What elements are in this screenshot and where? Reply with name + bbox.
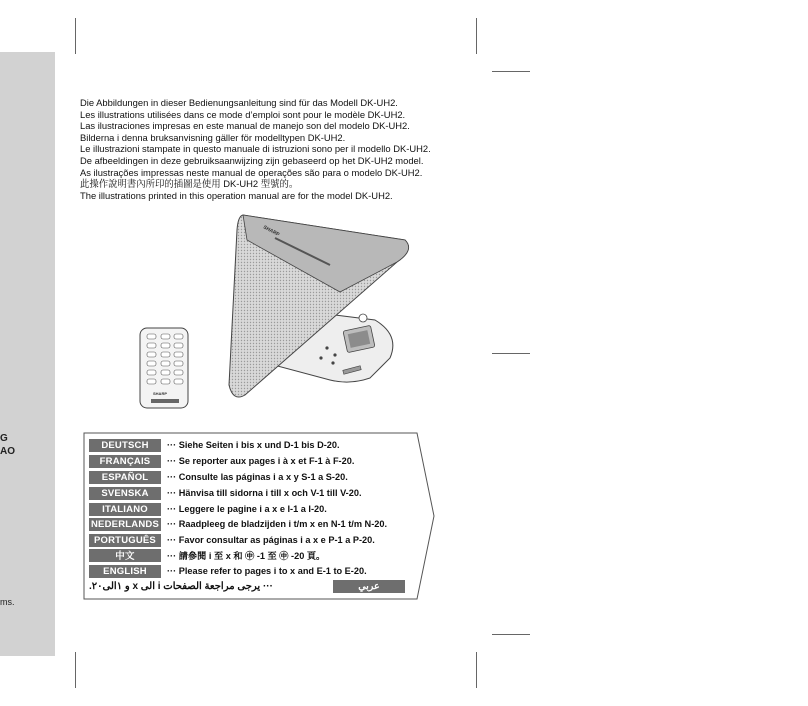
language-badge: 中文 <box>89 549 161 562</box>
language-instruction: ··· Favor consultar as páginas i a x e P-1 a P-20. <box>167 535 375 545</box>
intro-line-pt: As ilustrações impressas neste manual de operações são para o modelo DK-UH2. <box>80 166 423 178</box>
intro-line-en: The illustrations printed in this operation manual are for the model DK-UH2. <box>80 189 393 201</box>
language-instruction: ··· 請參閱 i 至 x 和 ㊥ -1 至 ㊥ -20 頁。 <box>167 551 326 561</box>
language-instruction: ··· Siehe Seiten i bis x und D-1 bis D-20. <box>167 440 340 450</box>
product-illustration <box>135 210 425 420</box>
language-row <box>89 454 354 468</box>
crop-mark <box>492 634 530 635</box>
crop-mark <box>476 18 477 54</box>
language-instruction: ··· Please refer to pages i to x and E-1 to E-20. <box>167 566 367 576</box>
intro-line-it: Le illustrazioni stampate in questo manuale di istruzioni sono per il modello DK-UH2. <box>80 143 431 155</box>
language-badge-arabic: عربي <box>333 580 405 593</box>
language-badge: ENGLISH <box>89 565 161 578</box>
language-badge: PORTUGUÊS <box>89 534 161 547</box>
language-reference-box <box>83 432 435 600</box>
language-badge: ITALIANO <box>89 503 161 516</box>
language-badge: DEUTSCH <box>89 439 161 452</box>
language-instruction: ··· Hänvisa till sidorna i till x och V-1 till V-20. <box>167 488 362 498</box>
language-instruction: ··· Se reporter aux pages i à x et F-1 à F-20. <box>167 456 355 466</box>
intro-line-nl: De afbeeldingen in deze gebruiksaanwijzing zijn gebaseerd op het DK-UH2 model. <box>80 154 424 166</box>
language-badge: FRANÇAIS <box>89 455 161 468</box>
language-instruction: ··· Consulte las páginas i a x y S-1 a S-20. <box>167 472 348 482</box>
strip-letter-1: G <box>0 433 8 444</box>
language-row <box>89 548 325 562</box>
intro-line-es: Las ilustraciones impresas en este manual de manejo son del modelo DK-UH2. <box>80 120 410 132</box>
intro-line-zh: 此操作說明書內所印的插圖是使用 DK-UH2 型號的。 <box>80 178 299 190</box>
crop-mark <box>492 353 530 354</box>
intro-line-de: Die Abbildungen in dieser Bedienungsanleitung sind für das Modell DK-UH2. <box>80 97 398 108</box>
crop-mark <box>75 652 76 688</box>
speaker-brand-logo: SHARP <box>262 224 281 238</box>
language-badge: ESPAÑOL <box>89 471 161 484</box>
language-row-arabic <box>89 579 405 593</box>
intro-text <box>80 97 480 201</box>
facing-page-strip <box>0 52 55 656</box>
language-row <box>89 470 348 484</box>
remote-brand-logo: SHARP <box>153 391 168 396</box>
speaker-and-remote-illustration <box>135 210 425 420</box>
language-badge: SVENSKA <box>89 487 161 500</box>
language-row <box>89 517 387 531</box>
crop-mark <box>492 71 530 72</box>
language-instruction-arabic: ··· يرجى مراجعة الصفحات i الى x و ١الى٢٠. <box>89 580 273 592</box>
intro-line-fr: Les illustrations utilisées dans ce mode d’emploi sont pour le modèle DK-UH2. <box>80 108 406 120</box>
language-row <box>89 438 340 452</box>
language-row <box>89 502 327 516</box>
language-row <box>89 533 375 547</box>
crop-mark <box>476 652 477 688</box>
crop-mark <box>75 18 76 54</box>
language-row <box>89 564 367 578</box>
strip-note: ms. <box>0 597 15 607</box>
intro-line-sv: Bilderna i denna bruksanvisning gäller för modelltypen DK-UH2. <box>80 131 346 143</box>
strip-letter-2: AO <box>0 446 15 457</box>
language-instruction: ··· Leggere le pagine i a x e I-1 a I-20. <box>167 504 327 514</box>
language-instruction: ··· Raadpleeg de bladzijden i t/m x en N-1 t/m N-20. <box>167 519 388 529</box>
language-badge: NEDERLANDS <box>89 518 161 531</box>
language-row <box>89 486 362 500</box>
